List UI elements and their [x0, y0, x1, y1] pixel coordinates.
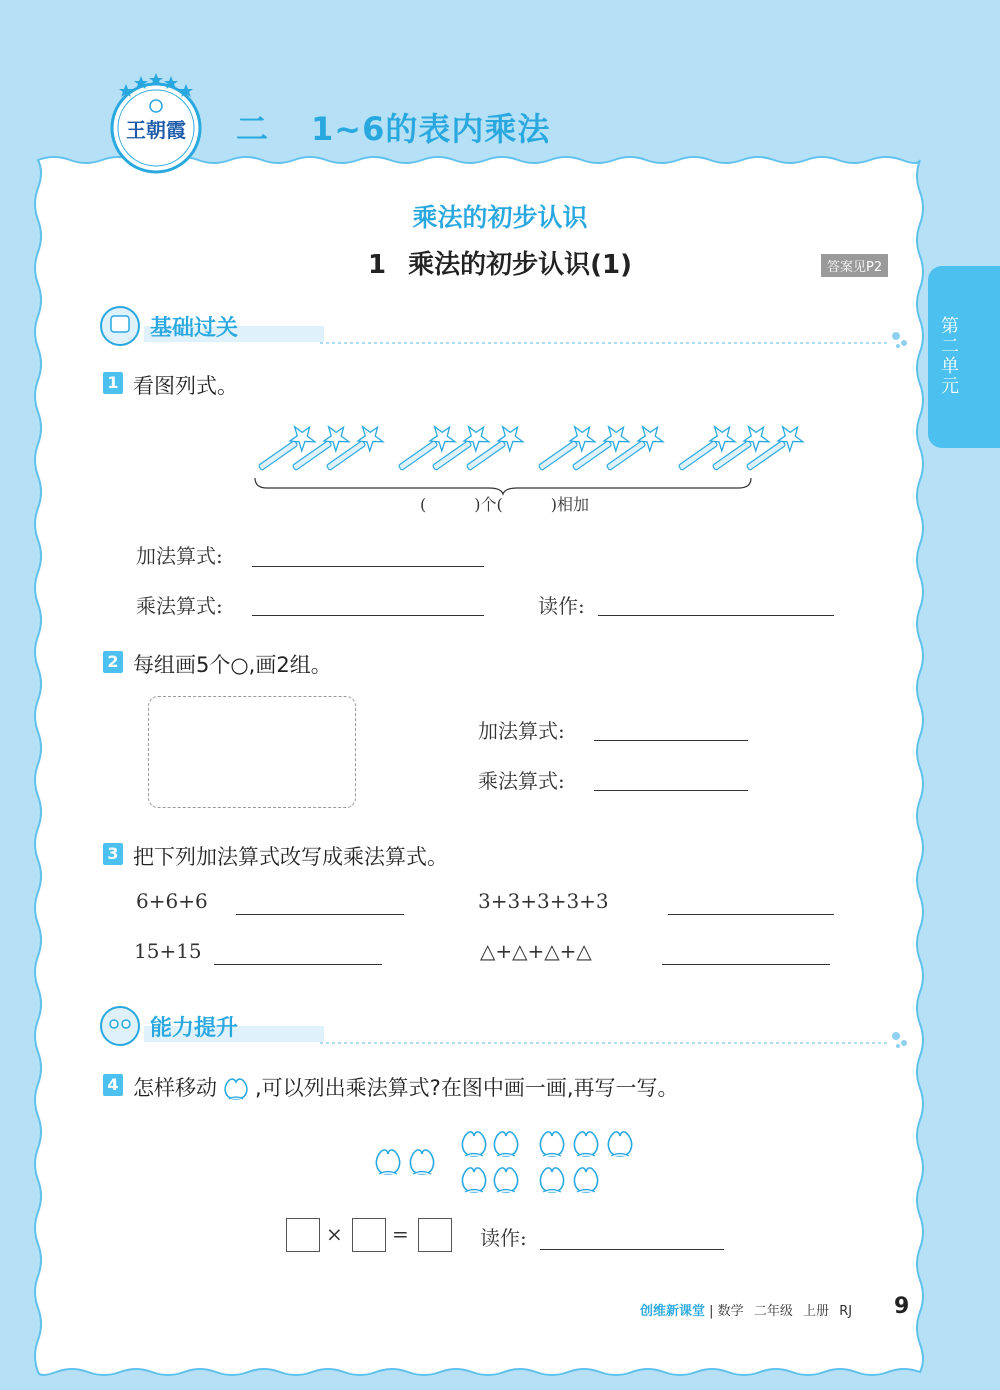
- question-3-number: 3: [103, 843, 123, 865]
- peach-icon: [219, 1073, 253, 1103]
- question-3-prompt: 把下列加法算式改写成乘法算式。: [133, 845, 448, 869]
- peach-icon[interactable]: [574, 1132, 597, 1156]
- footer-edition: RJ: [839, 1304, 853, 1319]
- q1-read-answer-line[interactable]: [598, 615, 834, 616]
- wand-illustration: [250, 406, 810, 486]
- wand-icon: [252, 420, 318, 476]
- question-2-prompt: 每组画5个○,画2组。: [133, 653, 332, 677]
- peach-icon[interactable]: [574, 1168, 597, 1192]
- peach-icon[interactable]: [462, 1168, 485, 1192]
- brace-caption-end: )相加: [550, 495, 589, 514]
- expr-2-answer-line[interactable]: [668, 914, 834, 915]
- question-4-prompt: [133, 1072, 679, 1103]
- section-header-advanced: [100, 1004, 910, 1048]
- peach-icon[interactable]: [494, 1168, 517, 1192]
- expr-4-answer-line[interactable]: [662, 964, 830, 965]
- peach-icon[interactable]: [608, 1132, 631, 1156]
- expr-3: 15+15: [134, 939, 202, 963]
- question-4-number: 4: [103, 1074, 123, 1096]
- brace-caption-mid: )个(: [474, 495, 503, 514]
- question-1-number: 1: [103, 372, 123, 394]
- q4-prompt-part-b: ,可以列出乘法算式?在图中画一画,再写一写。: [255, 1076, 679, 1100]
- times-sign: ×: [326, 1222, 343, 1246]
- unit-side-tab-label: 第二单元: [938, 316, 959, 396]
- lesson-group-title: 乘法的初步认识: [412, 203, 588, 232]
- q2-add-answer-line[interactable]: [594, 740, 748, 741]
- peach-illustration[interactable]: [366, 1124, 666, 1204]
- expr-1: 6+6+6: [136, 889, 208, 913]
- lesson-number: 1: [368, 250, 387, 280]
- expr-2: 3+3+3+3+3: [478, 889, 609, 913]
- wand-icon: [532, 420, 598, 476]
- peach-icon[interactable]: [540, 1132, 563, 1156]
- peach-icon[interactable]: [494, 1132, 517, 1156]
- expr-4: △+△+△+△: [480, 939, 592, 963]
- q4-read-label: 读作:: [480, 1226, 527, 1250]
- factor-1-box[interactable]: [286, 1218, 320, 1252]
- unit-number: 二: [236, 110, 270, 148]
- peach-icon[interactable]: [540, 1168, 563, 1192]
- peach-icon[interactable]: [376, 1150, 399, 1174]
- footer-series: 创维新课堂: [640, 1304, 706, 1319]
- footer-grade: 二年级: [753, 1304, 793, 1319]
- q4-prompt-part-a: 怎样移动: [133, 1076, 217, 1100]
- drawing-area[interactable]: [148, 696, 356, 808]
- section-title-basic: 基础过关: [150, 316, 239, 341]
- brace-paren-open: (: [420, 495, 427, 514]
- page-number: 9: [894, 1294, 910, 1319]
- factor-2-box[interactable]: [352, 1218, 386, 1252]
- logo-text: 王朝霞: [126, 118, 186, 142]
- footer-subject: 数学: [717, 1304, 744, 1319]
- q1-mul-answer-line[interactable]: [252, 615, 484, 616]
- lesson-name: 乘法的初步认识(1): [408, 250, 632, 280]
- product-box[interactable]: [418, 1218, 452, 1252]
- question-1-prompt: 看图列式。: [133, 374, 238, 398]
- expr-3-answer-line[interactable]: [214, 964, 382, 965]
- unit-title: [236, 104, 550, 150]
- footer-volume: 上册: [803, 1304, 830, 1319]
- expr-1-answer-line[interactable]: [236, 914, 404, 915]
- equals-sign: =: [392, 1222, 409, 1246]
- q1-add-answer-line[interactable]: [252, 566, 484, 567]
- question-2-number: 2: [103, 651, 123, 673]
- section-header-basic: [100, 304, 910, 348]
- answer-reference-badge: 答案见P2: [821, 254, 888, 277]
- q4-read-answer-line[interactable]: [540, 1249, 724, 1250]
- q1-mul-label: 乘法算式:: [136, 594, 223, 618]
- section-title-advanced: 能力提升: [150, 1016, 239, 1041]
- footer: [640, 1300, 852, 1319]
- peach-icon[interactable]: [410, 1150, 433, 1174]
- q2-add-label: 加法算式:: [478, 719, 565, 743]
- peach-icon[interactable]: [462, 1132, 485, 1156]
- footer-divider: |: [705, 1304, 718, 1319]
- wand-icon: [672, 420, 738, 476]
- unit-name: 1~6的表内乘法: [311, 110, 551, 148]
- mascot-icon: [101, 1007, 139, 1045]
- q2-mul-label: 乘法算式:: [478, 769, 565, 793]
- wand-icon: [392, 420, 458, 476]
- publisher-logo: [104, 70, 208, 174]
- q2-mul-answer-line[interactable]: [594, 790, 748, 791]
- brace-caption: [420, 492, 589, 515]
- q1-add-label: 加法算式:: [136, 544, 223, 568]
- q1-read-label: 读作:: [538, 594, 585, 618]
